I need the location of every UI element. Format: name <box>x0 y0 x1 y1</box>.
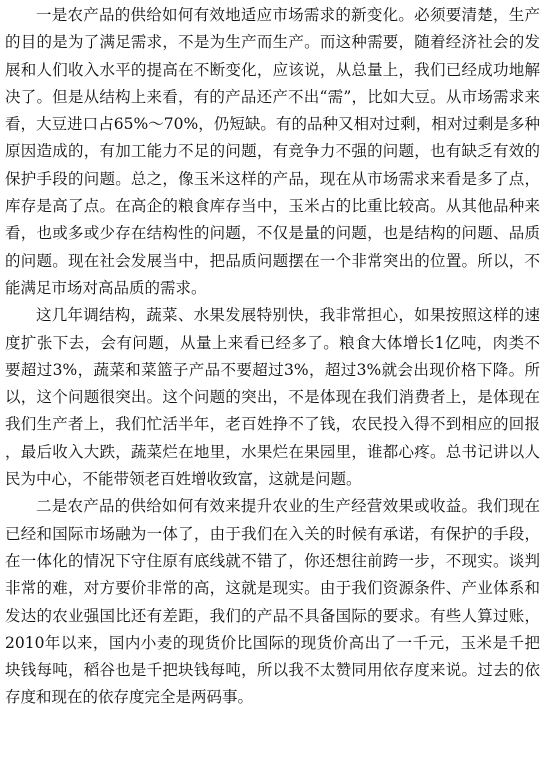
paragraph-agricultural-supply-demand: 一是农产品的供给如何有效地适应市场需求的新变化。必须要清楚，生产的目的是为了满足需求，不是为生产而生产。而这种需要，随着经济社会的发展和人们收入水平的提高在不断变化，应该说，从总量上，我们已经成功地解决了。但是从结构上来看，有的产品还产不出“需”，比如大豆。从市场需求来看，大豆进口占65%～70%，仍短缺。有的品种又相对过剩，相对过剩是多种原因造成的，有加工能力不足的问题，有竞争力不强的问题，也有缺乏有效的保护手段的问题。总之，像玉米这样的产品，现在从市场需求来看是多了点，库存是高了点。在高企的粮食库存当中，玉米占的比重比较高。从其他品种来看，也或多或少存在结构性的问题，不仅是量的问题，也是结构的问题、品质的问题。现在社会发展当中，把品质问题摆在一个非常突出的位置。所以，不能满足市场对高品质的需求。 <box>5 6 540 297</box>
document-page <box>5 2 540 765</box>
paragraph-production-efficiency: 二是农产品的供给如何有效来提升农业的生产经营效果或收益。我们现在已经和国际市场融为一体了，由于我们在入关的时候有承诺，有保护的手段，在一体化的情况下守住原有底线就不错了，你还想往前跨一步，不现实。谈判非常的难，对方要价非常的高，这就是现实。由于我们资源条件、产业体系和发达的农业强国比还有差距，我们的产品不具备国际的要求。有些人算过账，2010年以来，国内小麦的现货价比国际的现货价高出了一千元，玉米是千把块钱每吨，稻谷也是千把块钱每吨，所以我不太赞同用依存度来说。过去的依存度和现在的依存度完全是两码事。 <box>5 497 540 707</box>
paragraph-structure-adjustment: 这几年调结构，蔬菜、水果发展特别快，我非常担心，如果按照这样的速度扩张下去，会有问题，从量上来看已经多了。粮食大体增长1亿吨，肉类不要超过3%，蔬菜和菜篮子产品不要超过3%，超过3%就会出现价格下降。所以，这个问题很突出。这个问题的突出，不是体现在我们消费者上，是体现在我们生产者上，我们忙活半年，老百姓挣不了钱，农民投入得不到相应的回报，最后收入大跌，蔬菜烂在地里，水果烂在果园里，谁都心疼。总书记讲以人民为中心，不能带领老百姓增收致富，这就是问题。 <box>5 306 540 489</box>
